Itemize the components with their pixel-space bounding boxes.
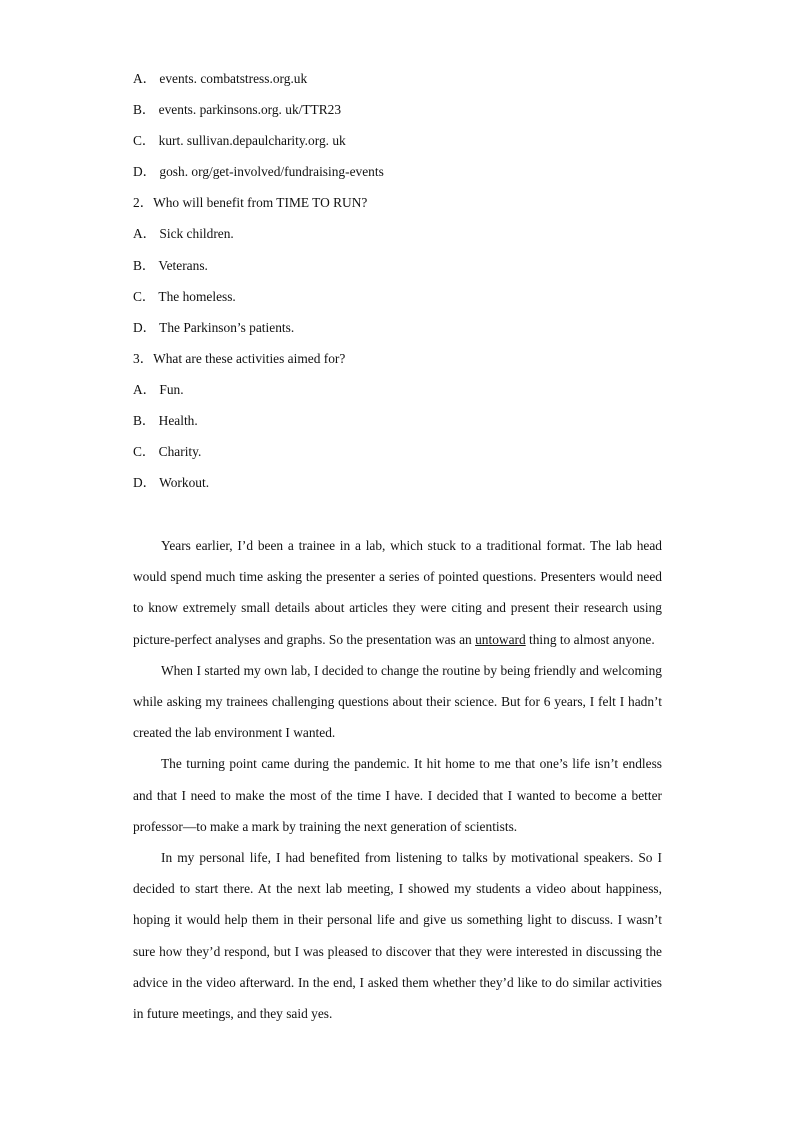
- option-line: B． Health.: [133, 413, 198, 429]
- paragraph-text: Years earlier, I’d been a trainee in a lab, which stuck to a traditional format. The lab head would spend much time asking the presenter a series of pointed questions. Presenters would need to know extremely small details about articles they were citing and present their research using picture-perfect analyses and graphs. So the presentation was an: [133, 538, 662, 647]
- passage-paragraph-3: The turning point came during the pandemic. It hit home to me that one’s life isn’t endless and that I need to make the most of the time I have. I decided that I wanted to become a better professor—to make a mark by training the next generation of scientists.: [133, 756, 662, 834]
- passage-paragraph-4: In my personal life, I had benefited from listening to talks by motivational speakers. So I decided to start there. At the next lab meeting, I showed my students a video about happiness, hoping it would help them in their personal life and give us something light to discuss. I wasn’t sure how they’d respond, but I was pleased to discover that they were interested in discussing the advice in the video afterward. In the end, I asked them whether they’d like to do similar activities in future meetings, and they said yes.: [133, 850, 662, 1022]
- reading-passage: [133, 530, 662, 1029]
- passage-paragraph-1: [133, 530, 662, 655]
- option-line: B． events. parkinsons.org. uk/TTR23: [133, 102, 342, 118]
- question-options: [133, 63, 693, 498]
- option-line: A． events. combatstress.org.uk: [133, 71, 308, 86]
- option-line: C． kurt. sullivan.depaulcharity.org. uk: [133, 133, 346, 149]
- option-line: B． Veterans.: [133, 257, 208, 273]
- option-line: A． Fun.: [133, 381, 184, 397]
- option-line: A． Sick children.: [133, 226, 234, 242]
- option-line: C． The homeless.: [133, 288, 236, 304]
- option-line: C． Charity.: [133, 444, 202, 460]
- paragraph-text: thing to almost anyone.: [525, 631, 655, 647]
- option-line: D． The Parkinson’s patients.: [133, 319, 295, 335]
- option-line: D． gosh. org/get-involved/fundraising-events: [133, 164, 384, 180]
- option-line: D． Workout.: [133, 475, 210, 491]
- underlined-word: untoward: [475, 631, 526, 647]
- passage-paragraph-2: When I started my own lab, I decided to change the routine by being friendly and welcoming while asking my trainees challenging questions about their science. But for 6 years, I felt I hadn’t created the lab environment I wanted.: [133, 662, 662, 741]
- question-line: 3．What are these activities aimed for?: [133, 350, 346, 366]
- question-line: 2．Who will benefit from TIME TO RUN?: [133, 195, 368, 211]
